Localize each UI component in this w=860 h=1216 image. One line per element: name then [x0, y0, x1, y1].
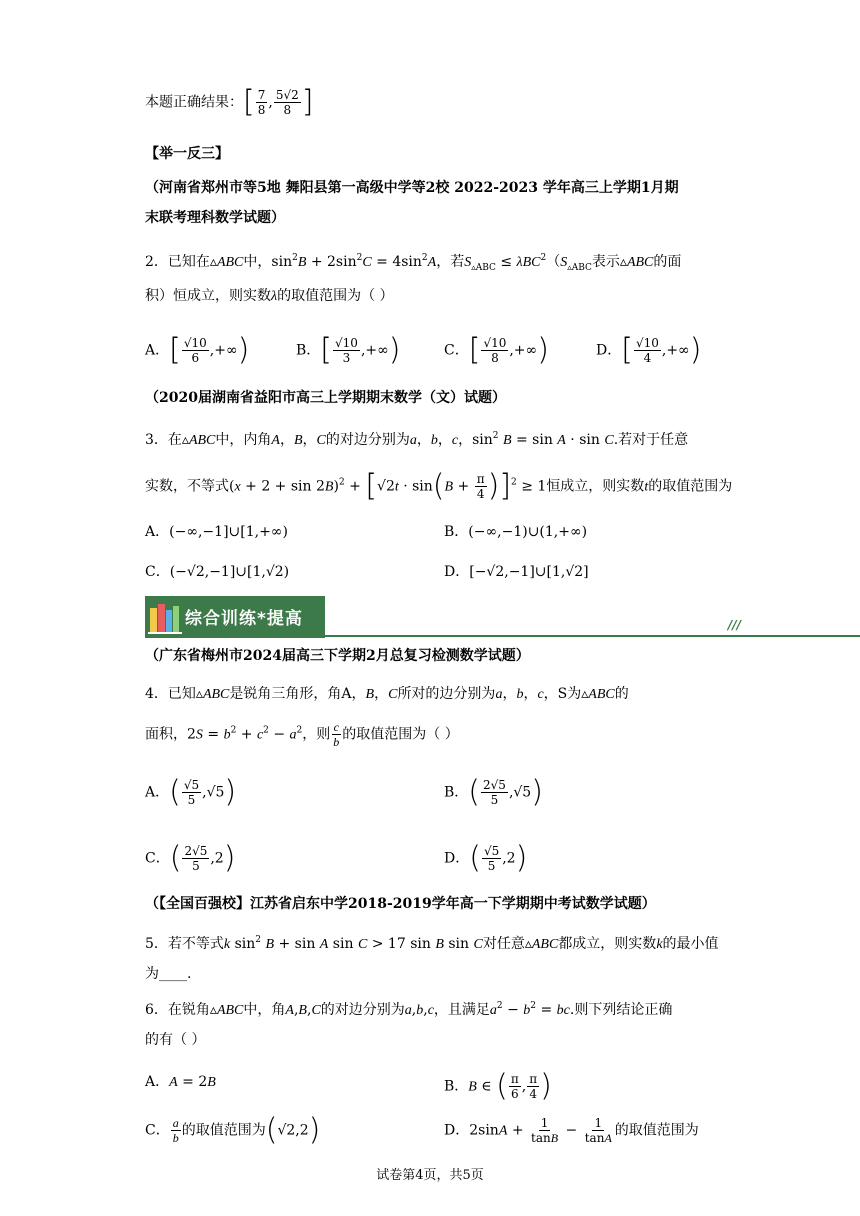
q2-option-b[interactable]: B．[ $\frac{√10}{3}$ ,+∞)	[296, 332, 401, 368]
q6-option-d[interactable]: D．2sinA + $\frac{1}{\tan B}$ − $\frac{1}{\tan A}$ 的取值范围为	[444, 1116, 699, 1145]
q3-option-a[interactable]: A．(−∞,−1]∪[1,+∞)	[145, 524, 288, 540]
q2-source-1: （河南省郑州市等5地 舞阳县第一高级中学等2校 2022-2023 学年高三上学期1月期	[145, 180, 679, 196]
q6-stem-line1: 6．在锐角▵ABC中，角A,B,C的对边分别为a,b,c，且满足$a^2 - b^2$ = bc.则下列结论正确	[145, 1001, 673, 1018]
q5-stem-line1: 5．若不等式k $\sin^2 B + \sin A$ sin C > 17 sin B sin C对任意▵ABC都成立，则实数k的最小值	[145, 935, 719, 952]
result-line: 本题正确结果：[ $\frac{7}{8}$ , $\frac{5√2}{8}$ ]	[145, 84, 314, 120]
banner-rule	[325, 635, 860, 637]
q3-source: （2020届湖南省益阳市高三上学期期末数学（文）试题）	[145, 390, 506, 406]
q2-stem-line2: 积）恒成立，则实数λ的取值范围为（ ）	[145, 288, 394, 304]
q6-option-c[interactable]: C． $\frac{a}{b}$ 的取值范围为(√2,2)	[145, 1112, 321, 1148]
q2-option-d[interactable]: D．[ $\frac{√10}{4}$ ,+∞)	[596, 332, 702, 368]
q6-stem-line2: 的有（ ）	[145, 1032, 206, 1048]
banner-title: 综合训练*提高	[185, 609, 303, 629]
q3-option-d[interactable]: D．[−√2,−1]∪[1,√2]	[444, 564, 589, 580]
q2-source-2: 末联考理科数学试题）	[145, 210, 285, 226]
q4-source: （广东省梅州市2024届高三下学期2月总复习检测数学试题）	[145, 648, 530, 664]
q3-stem-line2: 实数，不等式$(x + 2 + \sin 2B)^2 + [√2t \cdot \sin(B$ + $\frac{\pi}{4}$ )]$^2$ ≥ 1恒成立，则实数t的取值范围为	[145, 468, 733, 504]
q5-source: （【全国百强校】江苏省启东中学2018-2019学年高一下学期期中考试数学试题）	[145, 896, 656, 912]
q6-option-b[interactable]: B．B ∈ ( $\frac{\pi}{6}$ , $\frac{\pi}{4}$ )	[444, 1068, 552, 1104]
q4-option-a[interactable]: A．( $\frac{√5}{5}$ ,√5)	[145, 774, 237, 810]
q2-stem-line1: 2．已知在▵ABC中，$\sin^2B + 2\sin^2C = 4\sin^2A$，若$S_{▵ABC} \le \lambda BC^2(S_{▵ABC}$表示▵ABC的面	[145, 253, 682, 273]
q5-stem-line2: 为____.	[145, 966, 192, 982]
q4-option-d[interactable]: D．( $\frac{√5}{5}$ ,2)	[444, 840, 528, 876]
q4-option-b[interactable]: B．( $\frac{2√5}{5}$ ,√5)	[444, 774, 543, 810]
q4-option-c[interactable]: C．( $\frac{2√5}{5}$ ,2)	[145, 840, 236, 876]
q3-stem-line1: 3．在▵ABC中，内角A，B，C的对边分别为a，b，c，$\sin^2 B = \sin A \cdot \sin C$.若对于任意	[145, 431, 689, 448]
example-heading: 【举一反三】	[145, 146, 229, 162]
q4-stem-line1: 4．已知▵ABC是锐角三角形，角A，B，C所对的边分别为a，b，c，S为▵ABC的	[145, 686, 629, 702]
q3-option-c[interactable]: C．(−√2,−1]∪[1,√2)	[145, 564, 290, 580]
section-banner	[145, 596, 745, 638]
q2-option-c[interactable]: C．[ $\frac{√10}{8}$ ,+∞)	[444, 332, 549, 368]
q2-option-a[interactable]: A．[ $\frac{√10}{6}$ ,+∞)	[145, 332, 250, 368]
banner-mark: ///	[727, 618, 741, 632]
books-icon	[148, 602, 182, 634]
page-footer: 试卷第4页，共5页	[376, 1168, 484, 1183]
q3-option-b[interactable]: B．(−∞,−1)∪(1,+∞)	[444, 524, 588, 540]
result-label: 本题正确结果：	[145, 94, 243, 111]
q4-stem-line2: 面积，$2S = b^2 + c^2 - a^2$，则 $\frac{c}{b}$ 的取值范围为（ ）	[145, 720, 459, 749]
q6-option-a[interactable]: A．A = 2B	[145, 1074, 216, 1090]
